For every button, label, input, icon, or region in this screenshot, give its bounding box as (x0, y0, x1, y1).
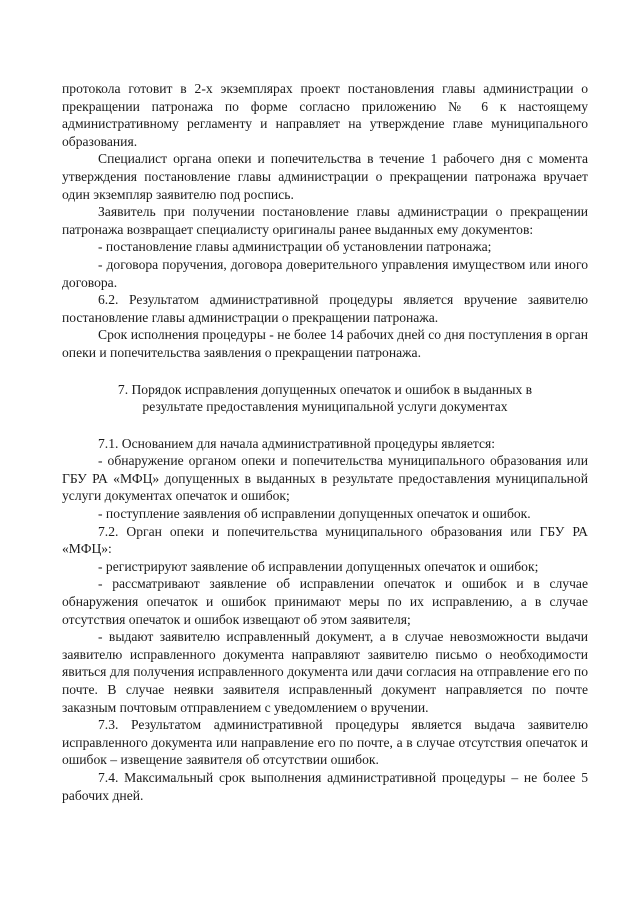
document-page (62, 80, 588, 804)
list-item-register: - регистрируют заявление об исправлении допущенных опечаток и ошибок; (98, 558, 539, 574)
list-item-contracts: - договора поручения, договора доверительного управления имуществом или иного договора. (62, 256, 588, 290)
paragraph-6-2: 6.2. Результатом административной процедуры является вручение заявителю постановление главы администрации о прекращении патронажа. (62, 292, 588, 325)
paragraph-7-3: 7.3. Результатом административной процедуры является выдача заявителю исправленного документа или направление его по почте, а в случае отсутствия опечаток и ошибок – извещение заявителя об отсутствии ошибок. (62, 717, 588, 768)
spacer (62, 362, 588, 381)
paragraph-specialist: Специалист органа опеки и попечительства в течение 1 рабочего дня с момента утверждения постановление главы администрации о прекращении патронажа вручает один экземпляр заявителю под роспись. (62, 151, 588, 202)
list-item-issue: - выдают заявителю исправленный документ, а в случае невозможности выдачи заявителю исправленного документа направляют заявителю письмо о необходимости явиться для получения исправленного документа или дачи согласия на отправление его по почте. В случае неявки заявителя исправленный документ направляется по почте заказным почтовым отправлением с уведомлением о вручении. (62, 629, 588, 715)
paragraph-deadline: Срок исполнения процедуры - не более 14 рабочих дней со дня поступления в орган опеки и попечительства заявления о прекращении патронажа. (62, 327, 588, 360)
list-item-review: - рассматривают заявление об исправлении опечаток и ошибок и в случае обнаружения опечаток и ошибок принимают меры по их исправлению, а в случае отсутствия опечаток и ошибок извещают об этом заявителя; (62, 576, 588, 627)
paragraph-7-2: 7.2. Орган опеки и попечительства муниципального образования или ГБУ РА «МФЦ»: (62, 523, 588, 557)
paragraphs-top (62, 80, 588, 362)
paragraph-applicant: Заявитель при получении постановление главы администрации о прекращении патронажа возвращает специалисту оригиналы ранее выданных ему документов: (62, 204, 588, 237)
paragraph-protocol: протокола готовит в 2-х экземплярах проект постановления главы администрации о прекращении патронажа по форме согласно приложению № 6 к настоящему административному регламенту и направляет на утверждение главе муниципального образования. (62, 81, 588, 149)
list-item-detection: - обнаружение органом опеки и попечительства муниципального образования или ГБУ РА «МФЦ» допущенных в выданных в результате предоставления муниципальной услуги документах опечаток и ошибок; (62, 453, 588, 504)
paragraph-7-4: 7.4. Максимальный срок выполнения административной процедуры – не более 5 рабочих дней. (62, 769, 588, 803)
list-item-resolution: - постановление главы администрации об установлении патронажа; (98, 239, 492, 255)
section-heading-7: 7. Порядок исправления допущенных опечаток и ошибок в выданных в результате предоставления муниципальной услуги документах (117, 381, 533, 415)
list-item-application: - поступление заявления об исправлении допущенных опечаток и ошибок. (98, 506, 531, 522)
spacer (62, 416, 588, 435)
paragraphs-bottom (62, 435, 588, 804)
paragraph-7-1: 7.1. Основанием для начала административной процедуры является: (98, 435, 496, 451)
